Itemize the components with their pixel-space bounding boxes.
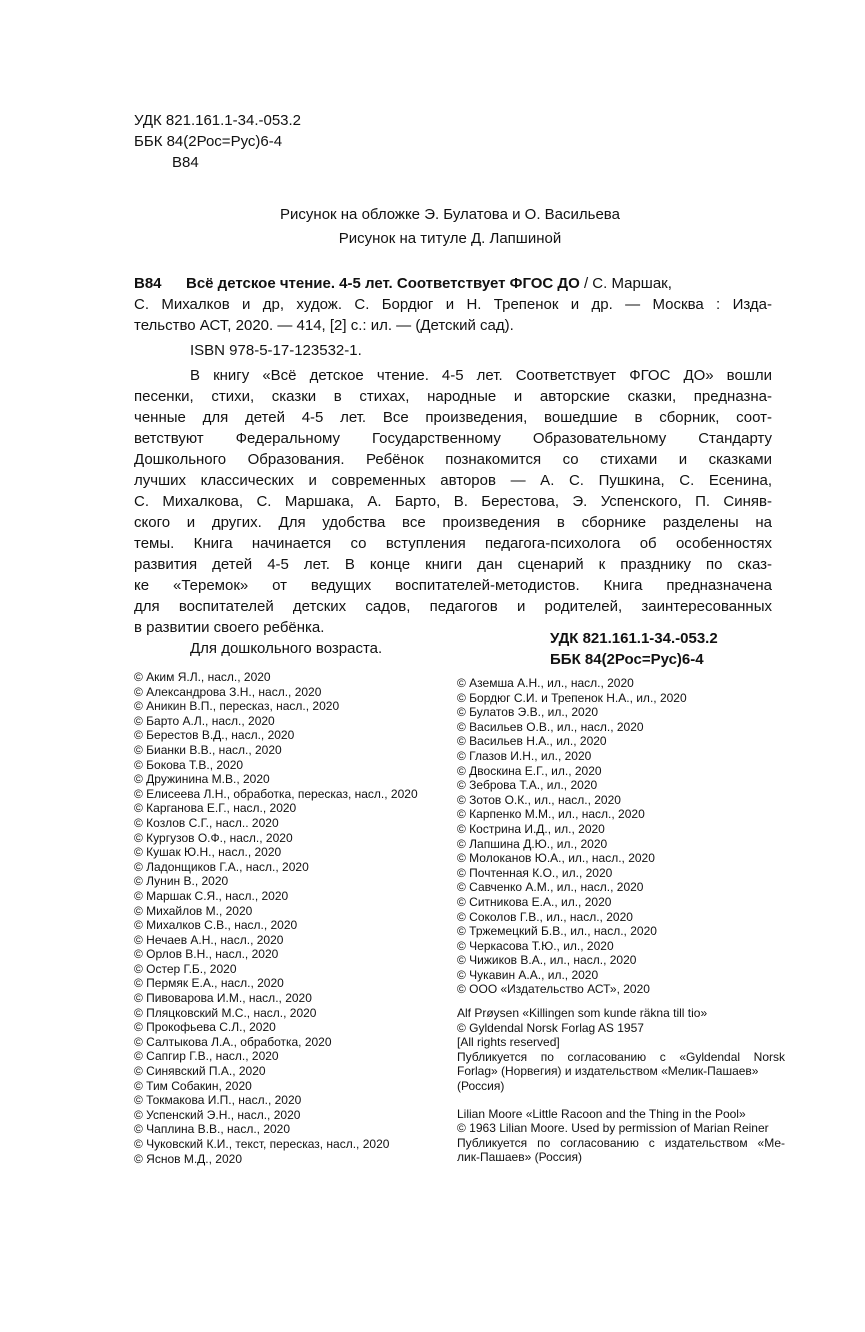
classification-footer xyxy=(550,628,718,670)
copyright-entry: © ООО «Издательство АСТ», 2020 xyxy=(457,982,650,997)
copyright-entry: © Салтыкова Л.А., обработка, 2020 xyxy=(134,1034,332,1049)
copyright-entry: © Двоскина Е.Г., ил., 2020 xyxy=(457,763,602,778)
rights-line: Публикуется по согласованию с издательством «Ме- xyxy=(457,1135,785,1150)
copyright-entry: © Васильев Н.А., ил., 2020 xyxy=(457,734,607,749)
copyright-entry: © Ситникова Е.А., ил., 2020 xyxy=(457,894,612,909)
bib-line-3: тельство АСТ, 2020. — 414, [2] с.: ил. — (Детский сад). xyxy=(134,317,514,334)
annotation-line: В книгу «Всё детское чтение. 4-5 лет. Соответствует ФГОС ДО» вошли xyxy=(190,367,772,384)
annotation-line: ветствуют Федеральному Государственному Образовательному Стандарту xyxy=(134,430,772,447)
copyright-illustrators-list xyxy=(457,676,787,997)
copyright-entry: © Савченко А.М., ил., насл., 2020 xyxy=(457,880,644,895)
copyright-entry: © Аникин В.П., пересказ, насл., 2020 xyxy=(134,699,340,714)
copyright-entry: © Тржемецкий Б.В., ил., насл., 2020 xyxy=(457,924,657,939)
copyright-authors-list xyxy=(134,670,454,1166)
copyright-entry: © Лунин В., 2020 xyxy=(134,874,229,889)
annotation-line: Дошкольного Образования. Ребёнок познакомится со стихами и сказками xyxy=(134,451,772,468)
copyright-entry: © Кушак Ю.Н., насл., 2020 xyxy=(134,845,282,860)
proysen-rights xyxy=(457,1006,785,1094)
annotation-line: темы. Книга начинается со вступления педагога-психолога об особенностях xyxy=(134,535,772,552)
annotation-line: в развитии своего ребёнка. xyxy=(134,619,325,636)
annotation-line: развития детей 4-5 лет. В конце книги дан сценарий к празднику по сказ- xyxy=(134,556,772,573)
copyright-entry: © Козлов С.Г., насл.. 2020 xyxy=(134,815,279,830)
age-rating: Для дошкольного возраста. xyxy=(190,640,383,657)
copyright-entry: © Глазов И.Н., ил., 2020 xyxy=(457,748,592,763)
rights-line: © 1963 Lilian Moore. Used by permission of Marian Reiner xyxy=(457,1121,769,1136)
annotation-line: лучших классических и современных авторов — А. С. Пушкина, С. Есенина, xyxy=(134,472,772,489)
copyright-entry: © Молоканов Ю.А., ил., насл., 2020 xyxy=(457,851,655,866)
copyright-entry: © Нечаев А.Н., насл., 2020 xyxy=(134,932,284,947)
rights-line: (Россия) xyxy=(457,1078,505,1093)
copyright-entry: © Пляцковский М.С., насл., 2020 xyxy=(134,1005,317,1020)
copyright-entry: © Чижиков В.А., ил., насл., 2020 xyxy=(457,953,637,968)
copyright-entry: © Орлов В.Н., насл., 2020 xyxy=(134,947,279,962)
bib-line-1 xyxy=(134,273,772,294)
copyright-entry: © Барто А.Л., насл., 2020 xyxy=(134,713,275,728)
annotation-line: С. Михалкова, С. Маршака, А. Барто, В. Берестова, Э. Успенского, П. Синяв- xyxy=(134,493,772,510)
copyright-entry: © Лапшина Д.Ю., ил., 2020 xyxy=(457,836,608,851)
copyright-entry: © Васильев О.В., ил., насл., 2020 xyxy=(457,719,644,734)
classification-header xyxy=(134,110,301,173)
rights-line: Публикуется по согласованию с «Gyldendal Norsk xyxy=(457,1049,785,1064)
copyright-entry: © Аземша А.Н., ил., насл., 2020 xyxy=(457,676,634,690)
copyright-entry: © Бокова Т.В., 2020 xyxy=(134,757,244,772)
copyright-entry: © Остер Г.Б., 2020 xyxy=(134,961,237,976)
copyright-entry: © Кургузов О.Ф., насл., 2020 xyxy=(134,830,293,845)
annotation-line: ченные для детей 4-5 лет. Все произведения, вошедшие в сборник, соот- xyxy=(134,409,772,426)
copyright-entry: © Дружинина М.В., 2020 xyxy=(134,772,270,787)
copyright-entry: © Соколов Г.В., ил., насл., 2020 xyxy=(457,909,633,924)
copyright-entry: © Елисеева Л.Н., обработка, пересказ, насл., 2020 xyxy=(134,786,418,801)
copyright-entry: © Зеброва Т.А., ил., 2020 xyxy=(457,778,598,793)
bbk-code-bold: ББК 84(2Рос=Рус)6-4 xyxy=(550,651,704,668)
copyright-entry: © Кострина И.Д., ил., 2020 xyxy=(457,821,605,836)
copyright-entry: © Бианки В.В., насл., 2020 xyxy=(134,742,282,757)
copyright-entry: © Михайлов М., 2020 xyxy=(134,903,253,918)
copyright-entry: © Пермяк Е.А., насл., 2020 xyxy=(134,976,284,991)
annotation xyxy=(134,365,772,638)
annotation-line: ского и других. Для удобства все произведения в сборнике разделены на xyxy=(134,514,772,531)
bib-line-2: С. Михалков и др, худож. С. Бордюг и Н. Трепенок и др. — Москва : Изда- xyxy=(134,296,772,313)
udk-code-bold: УДК 821.161.1-34.-053.2 xyxy=(550,630,718,647)
copyright-entry: © Карпенко М.М., ил., насл., 2020 xyxy=(457,807,645,822)
copyright-entry: © Берестов В.Д., насл., 2020 xyxy=(134,728,295,743)
copyright-entry: © Сапгир Г.В., насл., 2020 xyxy=(134,1049,279,1064)
title-illustration-credit: Рисунок на титуле Д. Лапшиной xyxy=(338,230,562,247)
rights-line: Lilian Moore «Little Racoon and the Thing in the Pool» xyxy=(457,1106,746,1121)
rights-line: Alf Prøysen «Killingen som kunde räkna till tio» xyxy=(457,1006,708,1020)
rights-line: лик-Пашаев» (Россия) xyxy=(457,1150,582,1165)
copyright-entry: © Тим Собакин, 2020 xyxy=(134,1078,252,1093)
copyright-entry: © Пивоварова И.М., насл., 2020 xyxy=(134,991,312,1006)
bbk-code: ББК 84(2Рос=Рус)6-4 xyxy=(134,133,283,150)
copyright-entry: © Чаплина В.В., насл., 2020 xyxy=(134,1122,291,1137)
cover-illustration-credit: Рисунок на обложке Э. Булатова и О. Васильева xyxy=(280,206,620,223)
udk-code: УДК 821.161.1-34.-053.2 xyxy=(134,112,302,129)
rights-line: [All rights reserved] xyxy=(457,1035,560,1050)
copyright-entry: © Успенский Э.Н., насл., 2020 xyxy=(134,1107,301,1122)
copyright-entry: © Маршак С.Я., насл., 2020 xyxy=(134,888,289,903)
copyright-entry: © Чукавин А.А., ил., 2020 xyxy=(457,967,599,982)
copyright-entry: © Александрова З.Н., насл., 2020 xyxy=(134,684,322,699)
annotation-line: ке «Теремок» от ведущих воспитателей-методистов. Книга предназначена xyxy=(134,577,772,594)
bib-authors-start: / С. Маршак, xyxy=(579,275,672,292)
copyright-entry: © Чуковский К.И., текст, пересказ, насл., 2020 xyxy=(134,1137,390,1151)
bib-author-mark: В84 xyxy=(134,275,162,292)
copyright-entry: © Ладонщиков Г.А., насл., 2020 xyxy=(134,859,309,874)
copyright-entry: © Михалков С.В., насл., 2020 xyxy=(134,918,298,933)
annotation-line: для воспитателей детских садов, педагогов и родителей, заинтересованных xyxy=(134,598,772,615)
annotation-line: песенки, стихи, сказки в стихах, народные и авторские сказки, предназна- xyxy=(134,388,772,405)
copyright-entry: © Почтенная К.О., ил., 2020 xyxy=(457,865,613,880)
copyright-entry: © Булатов Э.В., ил., 2020 xyxy=(457,705,599,720)
copyright-entry: © Прокофьева С.Л., 2020 xyxy=(134,1020,276,1035)
copyright-entry: © Зотов О.К., ил., насл., 2020 xyxy=(457,792,621,807)
copyright-entry: © Яснов М.Д., 2020 xyxy=(134,1151,243,1166)
copyright-entry: © Черкасова Т.Ю., ил., 2020 xyxy=(457,938,614,953)
copyright-entry: © Карганова Е.Г., насл., 2020 xyxy=(134,801,297,816)
rights-line: Forlag» (Норвегия) и издательством «Мелик-Пашаев» xyxy=(457,1064,759,1079)
bibliographic-record xyxy=(134,273,772,659)
book-title: Всё детское чтение. 4-5 лет. Соответствует ФГОС ДО xyxy=(186,275,580,292)
copyright-entry: © Токмакова И.П., насл., 2020 xyxy=(134,1093,302,1108)
copyright-entry: © Аким Я.Л., насл., 2020 xyxy=(134,670,271,684)
isbn: ISBN 978-5-17-123532-1. xyxy=(190,342,362,359)
author-mark: В84 xyxy=(172,154,199,171)
foreign-rights-notes xyxy=(457,1006,785,1178)
rights-line: © Gyldendal Norsk Forlag AS 1957 xyxy=(457,1020,644,1035)
moore-rights xyxy=(457,1107,785,1165)
copyright-entry: © Бордюг С.И. и Трепенок Н.А., ил., 2020 xyxy=(457,690,687,705)
copyright-entry: © Синявский П.А., 2020 xyxy=(134,1064,266,1079)
